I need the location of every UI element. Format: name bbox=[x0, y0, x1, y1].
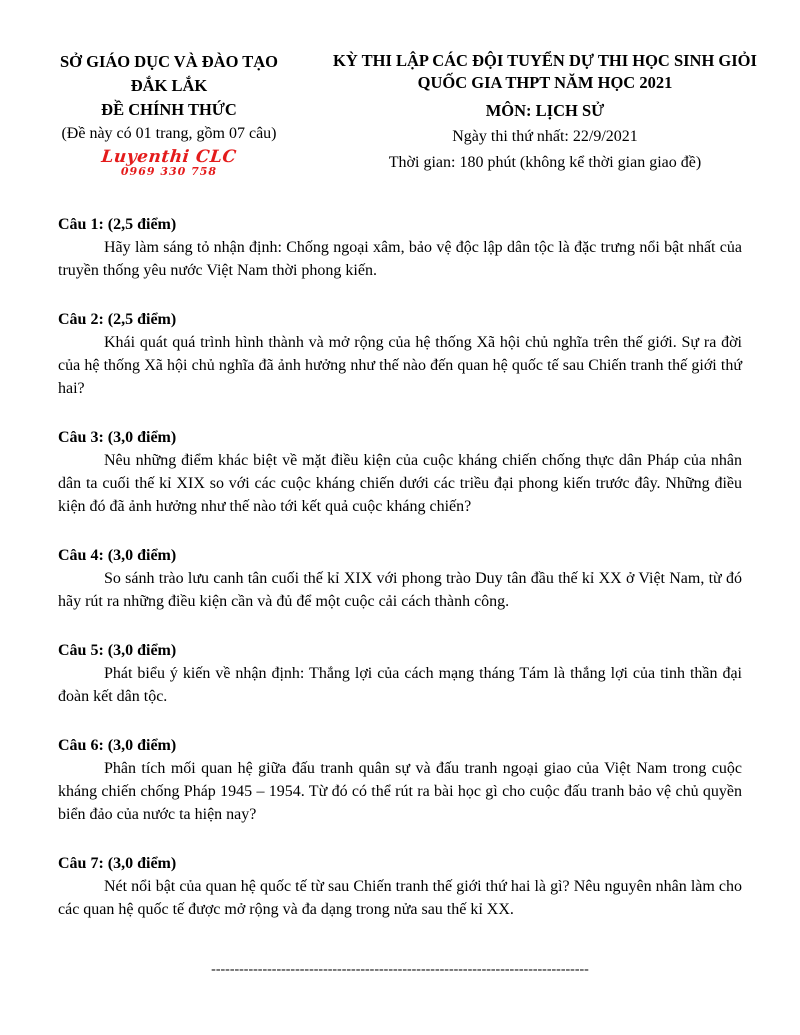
question-body: So sánh trào lưu canh tân cuối thế kỉ XIX với phong trào Duy tân đầu thế kỉ XX ở Việt Nam, từ đó hãy rút ra những điều kiện cần và đủ để một cuộc cải cách thành công. bbox=[58, 570, 742, 610]
exam-date: Ngày thi thứ nhất: 22/9/2021 bbox=[452, 128, 638, 145]
question-title: Câu 6: (3,0 điểm) bbox=[58, 737, 177, 754]
page-count-note: (Đề này có 01 trang, gồm 07 câu) bbox=[61, 125, 277, 142]
exam-info-block bbox=[310, 50, 780, 174]
question-title: Câu 2: (2,5 điểm) bbox=[58, 311, 177, 328]
question-item bbox=[58, 308, 742, 400]
issuer-province: ĐẮK LẮK bbox=[130, 76, 208, 95]
stamp-phone: 0969 330 758 bbox=[120, 165, 218, 178]
question-item bbox=[58, 852, 742, 921]
exam-title-line1: KỲ THI LẬP CÁC ĐỘI TUYỂN DỰ THI HỌC SINH GIỎI bbox=[333, 51, 757, 70]
question-list bbox=[58, 213, 742, 947]
question-body: Phân tích mối quan hệ giữa đấu tranh quân sự và đấu tranh ngoại giao của Việt Nam trong cuộc kháng chiến chống Pháp 1945 – 1954. Từ đó có thể rút ra bài học gì cho cuộc đấu tranh bảo vệ chủ quyền biển đảo của nước ta hiện nay? bbox=[58, 760, 742, 823]
question-item bbox=[58, 426, 742, 518]
question-body: Hãy làm sáng tỏ nhận định: Chống ngoại xâm, bảo vệ độc lập dân tộc là đặc trưng nổi bật nhất của truyền thống yêu nước Việt Nam thời phong kiến. bbox=[58, 239, 742, 279]
exam-duration: Thời gian: 180 phút (không kể thời gian giao đề) bbox=[388, 154, 702, 171]
question-title: Câu 3: (3,0 điểm) bbox=[58, 429, 177, 446]
watermark-stamp bbox=[89, 148, 249, 178]
question-body: Nét nổi bật của quan hệ quốc tế từ sau Chiến tranh thế giới thứ hai là gì? Nêu nguyên nhân làm cho các quan hệ quốc tế được mở rộng và đa dạng trong nửa sau thế kỉ XX. bbox=[58, 878, 742, 918]
exam-subject: MÔN: LỊCH SỬ bbox=[485, 101, 605, 120]
question-item bbox=[58, 734, 742, 826]
issuer-department: SỞ GIÁO DỤC VÀ ĐÀO TẠO bbox=[59, 52, 279, 71]
question-body: Nêu những điểm khác biệt về mặt điều kiện của cuộc kháng chiến chống thực dân Pháp của nhân dân ta cuối thế kỉ XIX so với các cuộc kháng chiến dưới các triều đại phong kiến trước đây. Những điều kiện đó đã ảnh hưởng như thế nào tới kết quả cuộc kháng chiến? bbox=[58, 452, 742, 515]
question-body: Phát biểu ý kiến về nhận định: Thắng lợi của cách mạng tháng Tám là thắng lợi của tinh thần đại đoàn kết dân tộc. bbox=[58, 665, 742, 705]
question-body: Khái quát quá trình hình thành và mở rộng của hệ thống Xã hội chủ nghĩa trên thế giới. Sự ra đời của hệ thống Xã hội chủ nghĩa đã ảnh hưởng như thế nào đến quan hệ quốc tế sau Chiến tranh thế giới thứ hai? bbox=[58, 334, 742, 397]
exam-title-line2: QUỐC GIA THPT NĂM HỌC 2021 bbox=[417, 73, 673, 92]
issuer-block bbox=[44, 50, 294, 178]
question-title: Câu 5: (3,0 điểm) bbox=[58, 642, 177, 659]
official-label: ĐỀ CHÍNH THỨC bbox=[101, 100, 237, 119]
question-title: Câu 4: (3,0 điểm) bbox=[58, 547, 177, 564]
stamp-brand: Luyenthi CLC bbox=[100, 147, 238, 167]
question-item bbox=[58, 213, 742, 282]
end-of-exam-divider: --------------------------------------------------------------------------------- bbox=[211, 962, 589, 977]
question-title: Câu 1: (2,5 điểm) bbox=[58, 216, 177, 233]
question-title: Câu 7: (3,0 điểm) bbox=[58, 855, 177, 872]
question-item bbox=[58, 639, 742, 708]
question-item bbox=[58, 544, 742, 613]
